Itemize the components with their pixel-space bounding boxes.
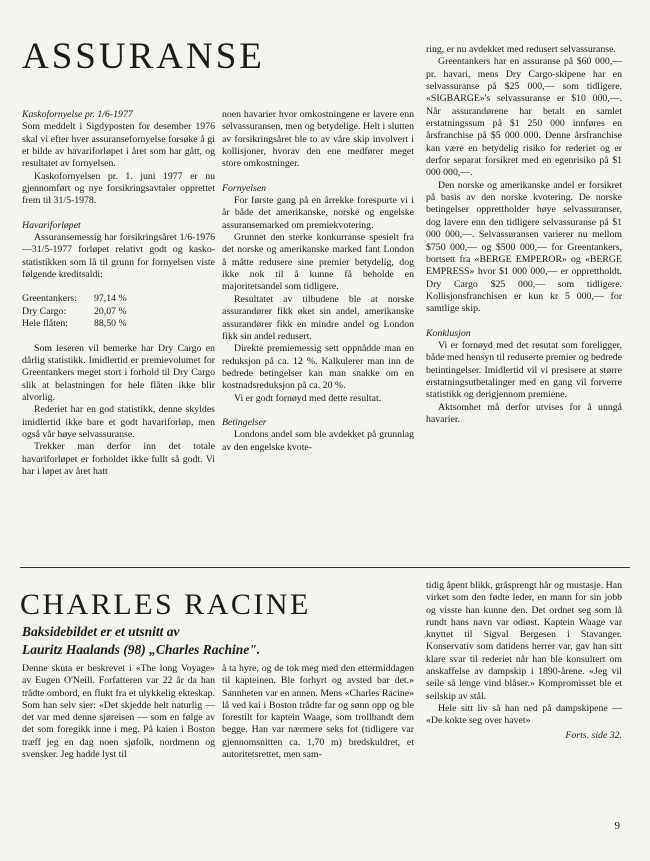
paragraph: ring, er nu avdekket med redusert selvassuranse. bbox=[426, 44, 616, 55]
assuranse-column-1 bbox=[22, 109, 215, 478]
paragraph: Kaskofornyelsen pr. 1. juni 1977 er nu gjennomført og nye forsikringsavtaler opprettet frem til 31/5-1978. bbox=[22, 170, 215, 207]
assuranse-column-2 bbox=[222, 109, 414, 454]
paragraph: Denne skuta er beskrevet i «The long Voyage» av Eugen O'Neill. Forfatteren var 22 år da han trådte ombord, en flukt fra et ulykkelig ekteskap. Som han selv sier: «Det skjedde helt naturlig — det var med denne sjøreisen — som en følge av det som foregikk inne i meg. På kaien i Boston træff jeg en dag noen sjøfolk, nordmenn og svensker. Jeg hadde lyst til bbox=[22, 663, 215, 761]
article-title-assuranse: ASSURANSE bbox=[22, 36, 265, 77]
stat-row: Greentankers: 97,14 % bbox=[22, 293, 127, 305]
subheading-betingelser: Betingelser bbox=[222, 416, 267, 428]
paragraph: Resultatet av tilbudene ble at norske assurandører fikk øket sin andel, amerikanske assurandører fikk en mindre andel og London fikk sin andel redusert. bbox=[222, 293, 414, 342]
paragraph: For første gang på en årrekke forespurte vi i år både det amerikanske, norske og engelske assuransemarked om premiekvotering. bbox=[222, 195, 414, 231]
continued-note: Forts. side 32. bbox=[565, 729, 622, 741]
subheading-fornyelsen: Fornyelsen bbox=[222, 182, 267, 194]
paragraph: tidig åpent blikk, gråsprengt hår og mustasje. Han virket som den fødte leder, en mann for sin jobb og visste han kunne den. Det ordnet seg som lå rundt hans navn var odiøst. Kaptein Waage var knyttet til Sigval Bergesen i Stavanger. Konservativ som datidens herrer var, gav han sitt klare svar til rederiet når han ble konsultert om anskaffelse av dampskip i 1890-årene. «Jeg vil seile så lenge vind blåser.» Kompromisset ble et seilskip av stål. bbox=[426, 580, 622, 702]
paragraph: Rederiet har en god statistikk, denne skyldes imidlertid ikke bare et godt havariforløp, men også vår høye selvassuranse. bbox=[22, 404, 215, 440]
page-number: 9 bbox=[614, 820, 620, 832]
paragraph: Assuransemessig har forsikringsåret 1/6-1976—31/5-1977 forløpet relativt godt og kasko-statistikken som lå til grunn for fornyelsen viste følgende kreditsaldi: bbox=[22, 232, 215, 281]
racine-column-2 bbox=[222, 663, 414, 761]
credit-balance-list bbox=[22, 293, 215, 330]
subheading-kaskofornyelse: Kaskofornyelse pr. 1/6-1977 bbox=[22, 109, 133, 120]
paragraph: Den norske og amerikanske andel er forsikret på basis av den norske kvotering. De norske betingelser opprettholder høye selvassuranser, dog lavere enn den tidligere selvassuranse på $1 000 000,—. Selvassuransen varierer nu mellom $750 000,— og $500 000,— for Greentankers, bortsett fra «BERGE EMPEROR» og «BERGE EMPRESS» hvor $1 000 000,— er opprettholdt. Dry Cargo $25 000,— som tidligere. Kollisjonsfranchisen er kun kr 5 000,— for samtlige skip. bbox=[426, 179, 622, 315]
subheading-konklusjon: Konklusjon bbox=[426, 327, 471, 339]
paragraph: Vi er fornøyd med det resutat som foreligger, både med hensyn til reduserte premier og bedrede betintingelser. Imidlertid vil vi presisere at større erstatningsutbetalinger med en gang vil forverre statistikk og derigjennom premiene. bbox=[426, 339, 622, 401]
paragraph: Greentankers har en assuranse på $60 000,— pr. havari, mens Dry Cargo-skipene har en selvassuranse på $25 000,— som tidligere. «SIGBARGE»'s selvassuranse er $10 000,—. Når assurandørene har betalt en samlet erstatningssum på $1 250 000 innføres en årsfranchise på $5 000 000. Denne årsfranchise kan være en betydelig risiko for rederiet og er derfor separat forsikret med en egenrisiko på $1 000 000,—. bbox=[426, 56, 622, 179]
article-subtitle-line-1: Baksidebildet er et utsnitt av bbox=[22, 624, 180, 639]
paragraph: Hele sitt liv så han ned på dampskipene — «De kokte seg over havet» bbox=[426, 702, 622, 727]
paragraph: Vi er godt fornøyd med dette resultat. bbox=[234, 392, 382, 404]
section-divider bbox=[20, 567, 630, 568]
paragraph: noen havarier hvor omkostningene er lavere enn selvassuransen, men og betydelige. Helt i slutten av forsikringsåret ble to av våre skip involvert i kollisjoner, hvorav den ene medfører meget store omkostninger. bbox=[222, 109, 414, 170]
paragraph: Trekker man derfor inn det totale havariforløpet er forholdet ikke fullt så godt. Vi har i løpet av året hatt bbox=[22, 441, 215, 477]
paragraph: Londons andel som ble avdekket på grunnlag av den engelske kvote- bbox=[222, 429, 414, 453]
racine-column-3 bbox=[426, 580, 622, 742]
stat-row: Dry Cargo: 20,07 % bbox=[22, 305, 127, 317]
paragraph: Grunnet den sterke konkurranse spesielt fra det norske og amerikanske marked fant London å måtte redusere sine premier betydelig, dog ikke nok til å kunne få beholde en majoritetsandel som tidligere. bbox=[222, 232, 414, 293]
paragraph: Som leseren vil bemerke har Dry Cargo en dårlig statistikk. Imidlertid er premievolumet for Greentankers meget stort i forhold til Dry Cargo slik at belastningen for hele flåten ikke blir alvorlig. bbox=[22, 342, 215, 403]
paragraph: Direkte premiemessig sett oppnådde man en reduksjon på ca. 12 %. Kalkulerer man inn de bedrede betingelser kan man snakke om en kostnadsreduksjon på ca. 20 %. bbox=[222, 343, 414, 392]
paragraph: Aktsomhet må derfor utvises for å unngå havarier. bbox=[426, 401, 622, 425]
paragraph: å ta hyre, og de tok meg med den ettermiddagen til kapteinen. Ble forhyrt og avsted bar det.» Sannheten var en annen. Mens «Charles Racine» lå ved kai i Boston trådte far og sønn opp og ble forestilt for kaptein Waage, som trollbandt dem begge. Han var nærmere seks fot (tidligere var gjennomsnitten ca. 1,70 m) bredskuldret, et autoritetsrettet, men sam- bbox=[222, 663, 414, 761]
racine-column-1 bbox=[22, 663, 215, 761]
article-title-charles-racine: CHARLES RACINE bbox=[20, 588, 311, 621]
paragraph: Som meddelt i Sigdyposten for desember 1976 skal vi efter hver assuransefornyelse forsøke å gi et bilde av havariforløpet i året som har gått, og resultatet av fornyelsen. bbox=[22, 121, 215, 170]
stat-row: Hele flåten: 88,50 % bbox=[22, 318, 127, 330]
subheading-havariforlopet: Havariforløpet bbox=[22, 219, 81, 231]
assuranse-column-3 bbox=[426, 44, 622, 426]
article-subtitle-line-2: Lauritz Haalands (98) „Charles Rachine". bbox=[22, 642, 261, 657]
